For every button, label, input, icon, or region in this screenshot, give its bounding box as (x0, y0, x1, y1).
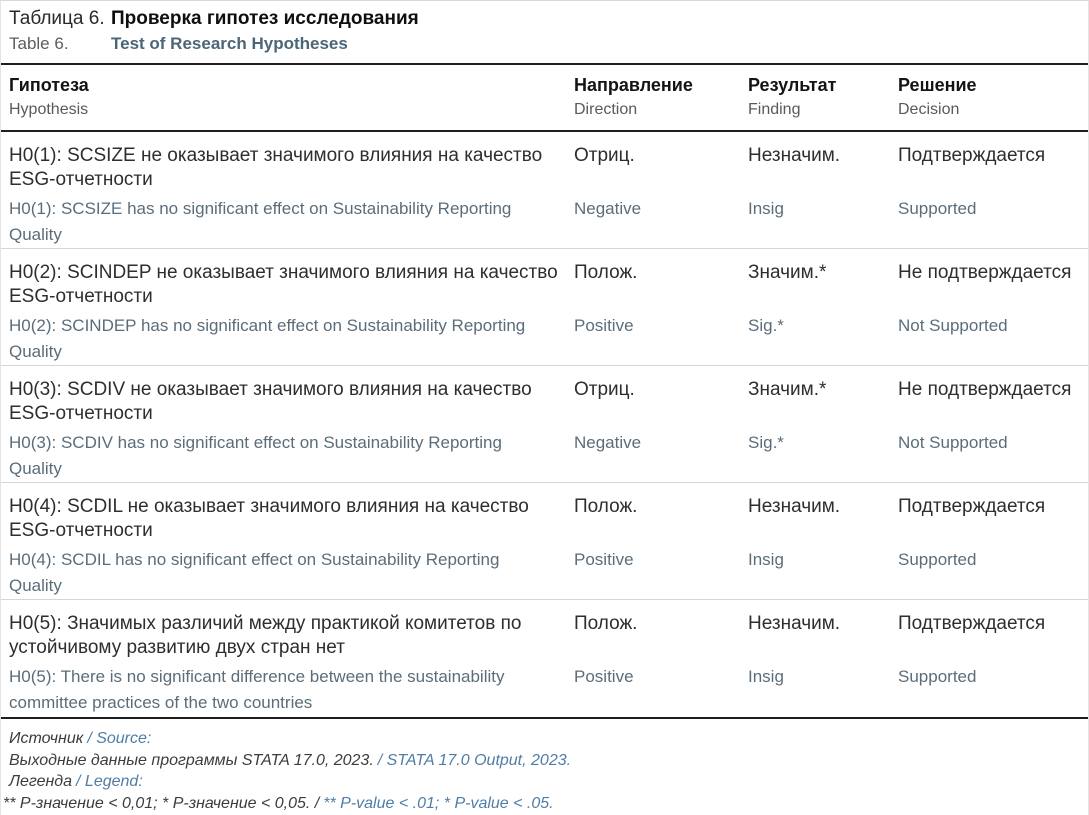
table-caption-en (9, 31, 1080, 57)
decision-value-ru: Подтверждается (898, 145, 1046, 166)
decision-value-en: Supported (898, 667, 977, 686)
finding-value-ru: Значим.* (748, 262, 827, 283)
hypothesis-text-en: H0(4): SCDIL has no significant effect on Sustainability Reporting Quality (9, 550, 500, 595)
cell-decision (898, 144, 1088, 248)
table-title-ru: Проверка гипотез исследования (111, 8, 419, 29)
hypothesis-text-ru: H0(1): SCSIZE не оказывает значимого влияния на качество ESG-отчетности (9, 145, 543, 190)
finding-value-ru: Незначим. (748, 613, 841, 634)
finding-value-ru: Незначим. (748, 496, 841, 517)
decision-value-ru: Не подтверждается (898, 262, 1072, 283)
col-header-decision (898, 74, 1088, 130)
cell-decision (898, 261, 1088, 365)
source-label-ru: Источник (9, 730, 84, 747)
hypothesis-text-en: H0(5): There is no significant difference between the sustainability committee practices of the two countries (9, 667, 505, 712)
table-row-h0-4 (1, 482, 1088, 599)
finding-value-en: Insig (748, 199, 784, 218)
direction-value-en: Negative (574, 199, 642, 218)
hypothesis-text-ru: H0(2): SCINDEP не оказывает значимого влияния на качество ESG-отчетности (9, 262, 558, 307)
col-header-decision-en: Decision (898, 101, 960, 118)
cell-decision (898, 612, 1088, 717)
document-page (1, 1, 1088, 814)
legend-text-line (3, 793, 1080, 815)
decision-value-en: Not Supported (898, 316, 1008, 335)
decision-value-en: Not Supported (898, 433, 1008, 452)
col-header-decision-ru: Решение (898, 75, 977, 95)
cell-direction (574, 495, 748, 599)
table-header-row (1, 63, 1088, 132)
legend-text-ru: ** Р-значение < 0,01; * Р-значение < 0,05. / (3, 794, 320, 812)
direction-value-en: Positive (574, 667, 634, 686)
direction-value-ru: Полож. (574, 613, 638, 634)
cell-direction (574, 612, 748, 717)
table-row-h0-5 (1, 599, 1088, 717)
col-header-direction-en: Direction (574, 101, 638, 118)
hypothesis-text-en: H0(1): SCSIZE has no significant effect on Sustainability Reporting Quality (9, 199, 512, 244)
direction-value-ru: Полож. (574, 262, 638, 283)
source-text-line (9, 750, 1080, 772)
finding-value-en: Insig (748, 550, 784, 569)
cell-finding (748, 378, 898, 482)
col-header-finding-en: Finding (748, 101, 801, 118)
hypothesis-text-ru: H0(5): Значимых различий между практикой комитетов по устойчивому развитию двух стран нет (9, 613, 522, 658)
direction-value-en: Negative (574, 433, 642, 452)
hypotheses-table (1, 63, 1088, 719)
cell-decision (898, 378, 1088, 482)
table-row-h0-3 (1, 365, 1088, 482)
col-header-hypothesis-en: Hypothesis (9, 101, 89, 118)
finding-value-en: Sig.* (748, 433, 784, 452)
col-header-direction (574, 74, 748, 130)
direction-value-ru: Полож. (574, 496, 638, 517)
table-title-en: Test of Research Hypotheses (111, 34, 348, 53)
col-header-hypothesis-ru: Гипотеза (9, 75, 89, 95)
direction-value-ru: Отриц. (574, 145, 635, 166)
decision-value-ru: Не подтверждается (898, 379, 1072, 400)
cell-finding (748, 261, 898, 365)
legend-label-ru: Легенда (9, 773, 73, 790)
col-header-finding (748, 74, 898, 130)
cell-decision (898, 495, 1088, 599)
hypothesis-text-en: H0(3): SCDIV has no significant effect on Sustainability Reporting Quality (9, 433, 502, 478)
legend-label-en: / Legend: (76, 773, 143, 790)
table-number-en: Table 6. (9, 34, 69, 53)
cell-direction (574, 261, 748, 365)
decision-value-ru: Подтверждается (898, 613, 1046, 634)
direction-value-ru: Отриц. (574, 379, 635, 400)
table-body (1, 132, 1088, 719)
col-header-finding-ru: Результат (748, 75, 837, 95)
finding-value-ru: Значим.* (748, 379, 827, 400)
source-label-en: / Source: (87, 730, 152, 747)
table-number-ru: Таблица 6. (9, 8, 105, 29)
table-row-h0-2 (1, 248, 1088, 365)
decision-value-en: Supported (898, 199, 977, 218)
decision-value-en: Supported (898, 550, 977, 569)
cell-hypothesis (1, 261, 574, 365)
col-header-direction-ru: Направление (574, 75, 693, 95)
cell-hypothesis (1, 495, 574, 599)
legend-label-line (9, 771, 1080, 793)
legend-text-en: ** P-value < .01; * P-value < .05. (323, 794, 554, 812)
cell-finding (748, 144, 898, 248)
cell-direction (574, 144, 748, 248)
table-caption (1, 1, 1088, 63)
hypothesis-text-en: H0(2): SCINDEP has no significant effect on Sustainability Reporting Quality (9, 316, 526, 361)
cell-hypothesis (1, 612, 574, 717)
source-text-en: / STATA 17.0 Output, 2023. (377, 751, 572, 769)
cell-hypothesis (1, 378, 574, 482)
direction-value-en: Positive (574, 316, 634, 335)
finding-value-en: Sig.* (748, 316, 784, 335)
hypothesis-text-ru: H0(3): SCDIV не оказывает значимого влияния на качество ESG-отчетности (9, 379, 532, 424)
table-row-h0-1 (1, 132, 1088, 248)
finding-value-ru: Незначим. (748, 145, 841, 166)
source-label-line (9, 728, 1080, 750)
table-caption-ru (9, 7, 1080, 31)
decision-value-ru: Подтверждается (898, 496, 1046, 517)
cell-finding (748, 495, 898, 599)
cell-direction (574, 378, 748, 482)
col-header-hypothesis (1, 74, 574, 130)
table-footnotes (1, 719, 1088, 814)
source-text-ru: Выходные данные программы STATA 17.0, 2023. (9, 751, 374, 769)
cell-finding (748, 612, 898, 717)
cell-hypothesis (1, 144, 574, 248)
direction-value-en: Positive (574, 550, 634, 569)
hypothesis-text-ru: H0(4): SCDIL не оказывает значимого влияния на качество ESG-отчетности (9, 496, 529, 541)
finding-value-en: Insig (748, 667, 784, 686)
